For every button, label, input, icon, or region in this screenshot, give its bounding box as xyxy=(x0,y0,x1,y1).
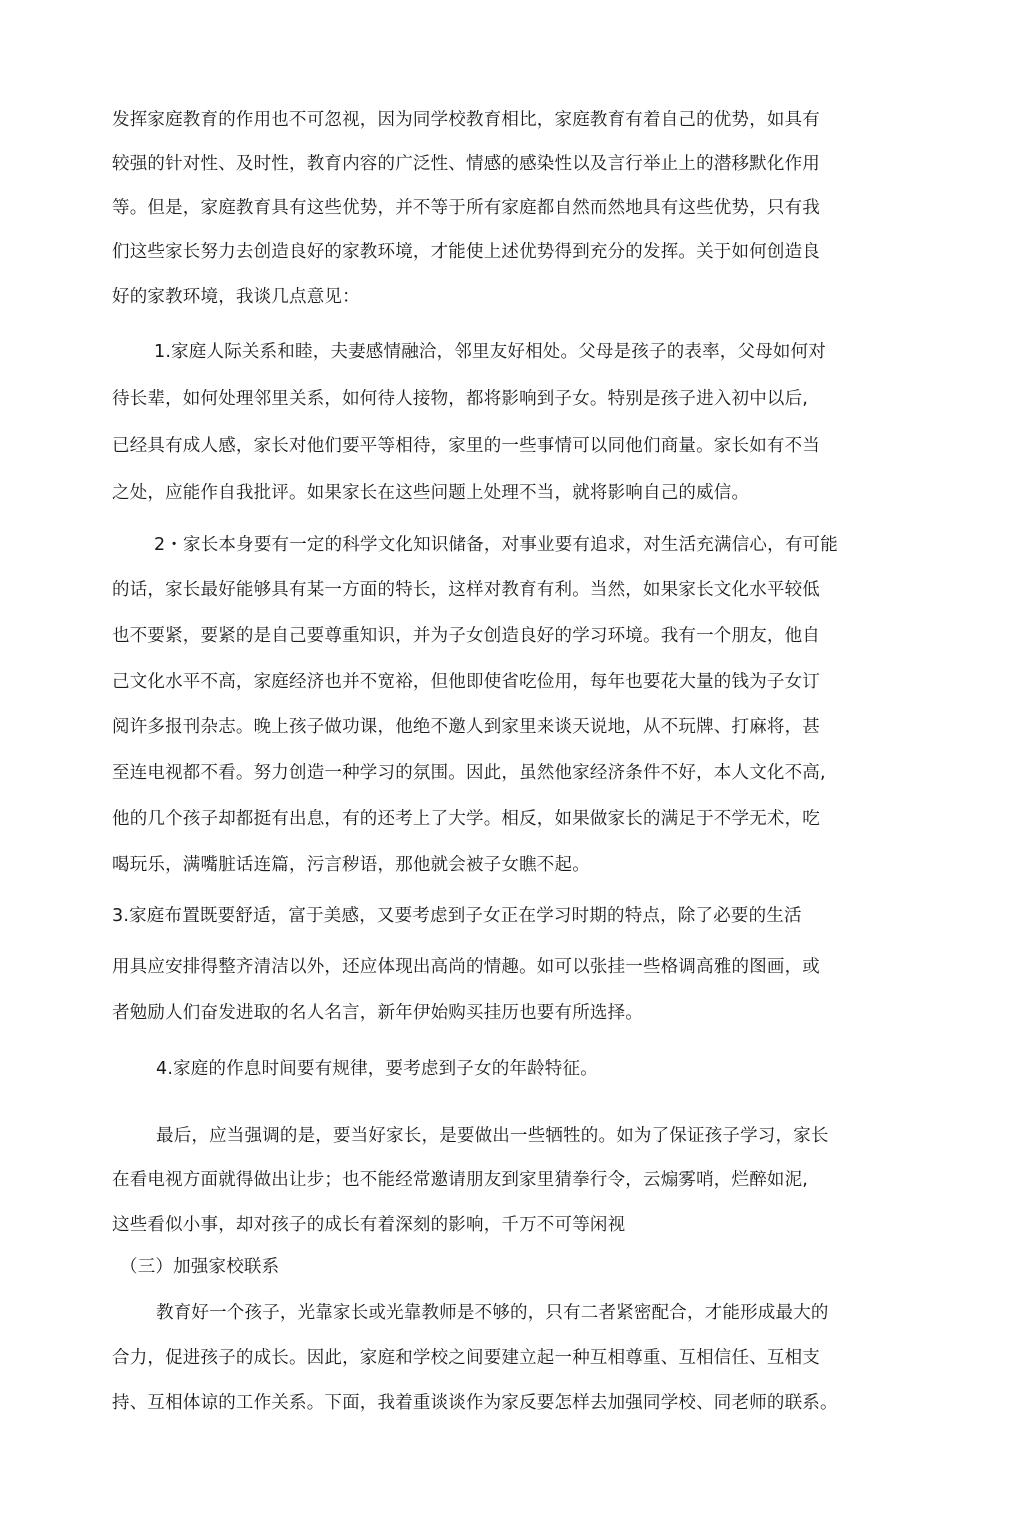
text-line: 用具应安排得整齐清洁以外，还应体现出高尚的情趣。如可以张挂一些格调高雅的图画，或 xyxy=(112,957,820,977)
text-line: 己文化水平不高，家庭经济也并不宽裕，但他即使省吃俭用，每年也要花大量的钱为子女订 xyxy=(112,672,820,692)
text-line: 最后，应当强调的是，要当好家长，是要做出一些牺牲的。如为了保证孩子学习，家长 xyxy=(156,1126,829,1146)
text-line: 也不要紧，要紧的是自己要尊重知识，并为子女创造良好的学习环境。我有一个朋友，他自 xyxy=(112,626,820,646)
text-line: 者勉励人们奋发进取的名人名言，新年伊始购买挂历也要有所选择。 xyxy=(112,1003,643,1023)
text-line: 等。但是，家庭教育具有这些优势，并不等于所有家庭都自然而然地具有这些优势，只有我 xyxy=(112,198,820,218)
text-line: 教育好一个孩子，光靠家长或光靠教师是不够的，只有二者紧密配合，才能形成最大的 xyxy=(156,1303,829,1323)
text-line: 们这些家长努力去创造良好的家教环境，才能使上述优势得到充分的发挥。关于如何创造良 xyxy=(112,242,820,262)
text-line: 发挥家庭教育的作用也不可忽视，因为同学校教育相比，家庭教育有着自己的优势，如具有 xyxy=(112,110,820,130)
list-item-3: 3.家庭布置既要舒适，富于美感，又要考虑到子女正在学习时期的特点，除了必要的生活 xyxy=(112,906,802,926)
text-line: 他的几个孩子却都挺有出息，有的还考上了大学。相反，如果做家长的满足于不学无术，吃 xyxy=(112,809,820,829)
list-item-2: 2・家长本身要有一定的科学文化知识储备，对事业要有追求，对生活充满信心，有可能 xyxy=(154,535,838,555)
text-line: 的话，家长最好能够具有某一方面的特长，这样对教育有利。当然，如果家长文化水平较低 xyxy=(112,580,820,600)
list-item-4: 4.家庭的作息时间要有规律，要考虑到子女的年龄特征。 xyxy=(156,1059,598,1079)
text-line: 阅许多报刊杂志。晚上孩子做功课，他绝不邀人到家里来谈天说地，从不玩牌、打麻将，甚 xyxy=(112,717,820,737)
list-item-1: 1.家庭人际关系和睦，夫妻感情融洽，邻里友好相处。父母是孩子的表率，父母如何对 xyxy=(154,342,826,362)
text-line: 已经具有成人感，家长对他们要平等相待，家里的一些事情可以同他们商量。家长如有不当 xyxy=(112,436,820,456)
text-line: 这些看似小事，却对孩子的成长有着深刻的影响，千万不可等闲视 xyxy=(112,1215,626,1235)
text-line: 合力，促进孩子的成长。因此，家庭和学校之间要建立起一种互相尊重、互相信任、互相支 xyxy=(112,1348,820,1368)
text-line: 至连电视都不看。努力创造一种学习的氛围。因此，虽然他家经济条件不好，本人文化不高, xyxy=(112,763,826,783)
text-line: 待长辈，如何处理邻里关系，如何待人接物，都将影响到子女。特别是孩子进入初中以后, xyxy=(112,389,809,409)
section-heading: （三）加强家校联系 xyxy=(120,1257,280,1277)
text-line: 好的家教环境，我谈几点意见： xyxy=(112,287,360,307)
text-line: 之处，应能作自我批评。如果家长在这些问题上处理不当，就将影响自己的威信。 xyxy=(112,483,750,503)
text-line: 持、互相体谅的工作关系。下面，我着重谈谈作为家反要怎样去加强同学校、同老师的联系。 xyxy=(112,1393,838,1413)
text-line: 喝玩乐，满嘴脏话连篇，污言秽语，那他就会被子女瞧不起。 xyxy=(112,855,590,875)
text-line: 较强的针对性、及时性，教育内容的广泛性、情感的感染性以及言行举止上的潜移默化作用 xyxy=(112,154,820,174)
text-line: 在看电视方面就得做出让步；也不能经常邀请朋友到家里猜拳行令，云煽雾哨，烂醉如泥, xyxy=(112,1170,809,1190)
